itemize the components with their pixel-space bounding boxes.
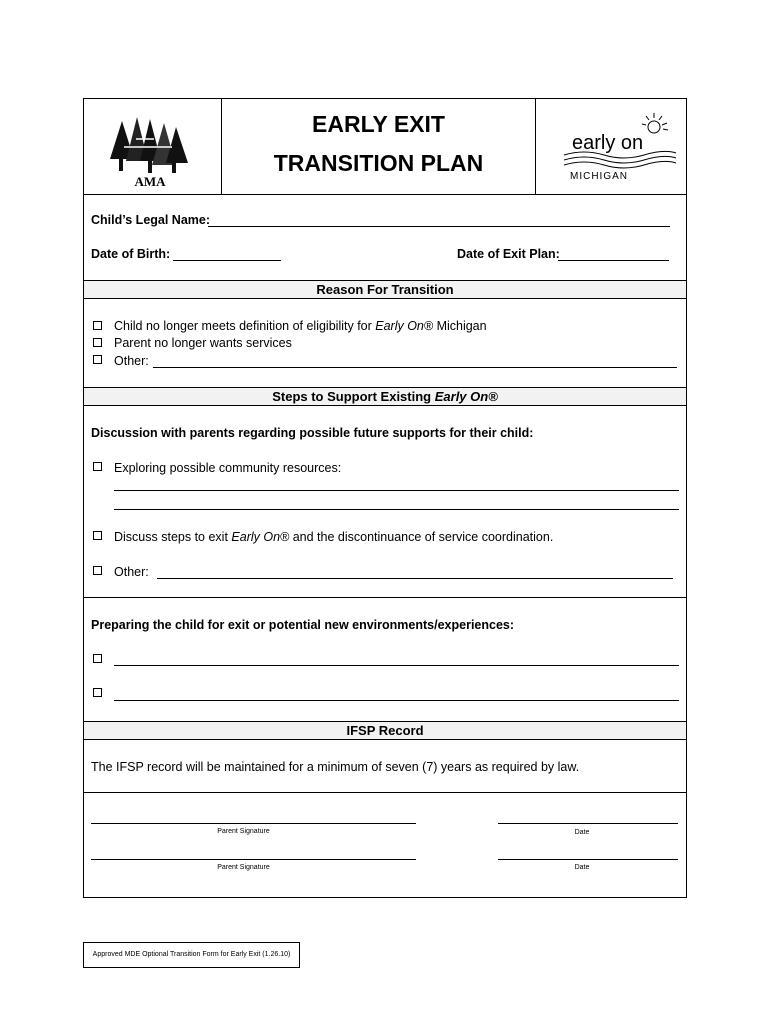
community-resources-field-1[interactable] <box>114 490 679 491</box>
ama-logo-text: AMA <box>134 174 166 189</box>
date-label-2: Date <box>574 864 590 871</box>
steps-other-checkbox[interactable] <box>93 566 102 575</box>
date-of-exit-plan-label: Date of Exit Plan: <box>457 247 560 261</box>
community-resources-checkbox[interactable] <box>93 462 102 471</box>
preparing-item1-field[interactable] <box>114 665 679 666</box>
form-title-line1: EARLY EXIT <box>312 111 445 137</box>
ifsp-section-heading: IFSP Record <box>84 721 686 740</box>
section-divider <box>84 597 686 598</box>
steps-other-label: Other: <box>114 565 149 579</box>
date-of-birth-field[interactable] <box>173 260 281 261</box>
preparing-label: Preparing the child for exit or potential new environments/experiences: <box>91 618 515 632</box>
date-of-exit-plan-field[interactable] <box>558 260 669 261</box>
early-on-logo-cell <box>536 99 686 194</box>
child-legal-name-field[interactable] <box>208 226 670 227</box>
reason-other-checkbox[interactable] <box>93 355 102 364</box>
signature-divider <box>84 792 686 793</box>
discuss-exit-checkbox[interactable] <box>93 531 102 540</box>
parent-signature-line-1[interactable] <box>91 823 416 824</box>
form-approval-footer: Approved MDE Optional Transition Form for Early Exit (1.26.10) <box>83 942 300 968</box>
reason-other-field[interactable] <box>153 367 677 368</box>
reason-section-heading: Reason For Transition <box>84 280 686 299</box>
title-cell <box>222 99 536 194</box>
early-on-logo-text: early on <box>572 132 644 154</box>
preparing-item2-checkbox[interactable] <box>93 688 102 697</box>
date-label-1: Date <box>574 829 590 836</box>
parent-signature-label-2: Parent Signature <box>217 864 270 871</box>
early-on-michigan-logo-icon <box>536 99 686 194</box>
form-header <box>84 99 686 195</box>
discussion-label: Discussion with parents regarding possible future supports for their child: <box>91 426 534 440</box>
steps-section-heading: Steps to Support Existing Early On® <box>84 387 686 406</box>
community-resources-field-2[interactable] <box>114 509 679 510</box>
child-legal-name-label: Child’s Legal Name: <box>91 213 211 227</box>
reason-eligibility-checkbox[interactable] <box>93 321 102 330</box>
reason-other-label: Other: <box>114 354 149 368</box>
community-resources-label: Exploring possible community resources: <box>114 461 342 475</box>
date-line-2[interactable] <box>498 859 678 860</box>
form-title-line2: TRANSITION PLAN <box>273 150 484 176</box>
date-of-birth-label: Date of Birth: <box>91 247 171 261</box>
preparing-item2-field[interactable] <box>114 700 679 701</box>
michigan-logo-text: MICHIGAN <box>570 171 628 182</box>
ama-logo-icon <box>84 99 222 194</box>
ama-logo-cell <box>84 99 222 194</box>
reason-eligibility-label: Child no longer meets definition of eligibility for Early On® Michigan <box>114 319 487 333</box>
steps-other-field[interactable] <box>157 578 673 579</box>
preparing-item1-checkbox[interactable] <box>93 654 102 663</box>
parent-signature-label-1: Parent Signature <box>217 828 270 835</box>
date-line-1[interactable] <box>498 823 678 824</box>
parent-signature-line-2[interactable] <box>91 859 416 860</box>
discuss-exit-label: Discuss steps to exit Early On® and the discontinuance of service coordination. <box>114 530 554 544</box>
reason-parent-declines-checkbox[interactable] <box>93 338 102 347</box>
transition-form <box>83 98 687 898</box>
ifsp-record-text: The IFSP record will be maintained for a minimum of seven (7) years as required by law. <box>91 760 580 774</box>
reason-parent-declines-label: Parent no longer wants services <box>114 336 292 350</box>
